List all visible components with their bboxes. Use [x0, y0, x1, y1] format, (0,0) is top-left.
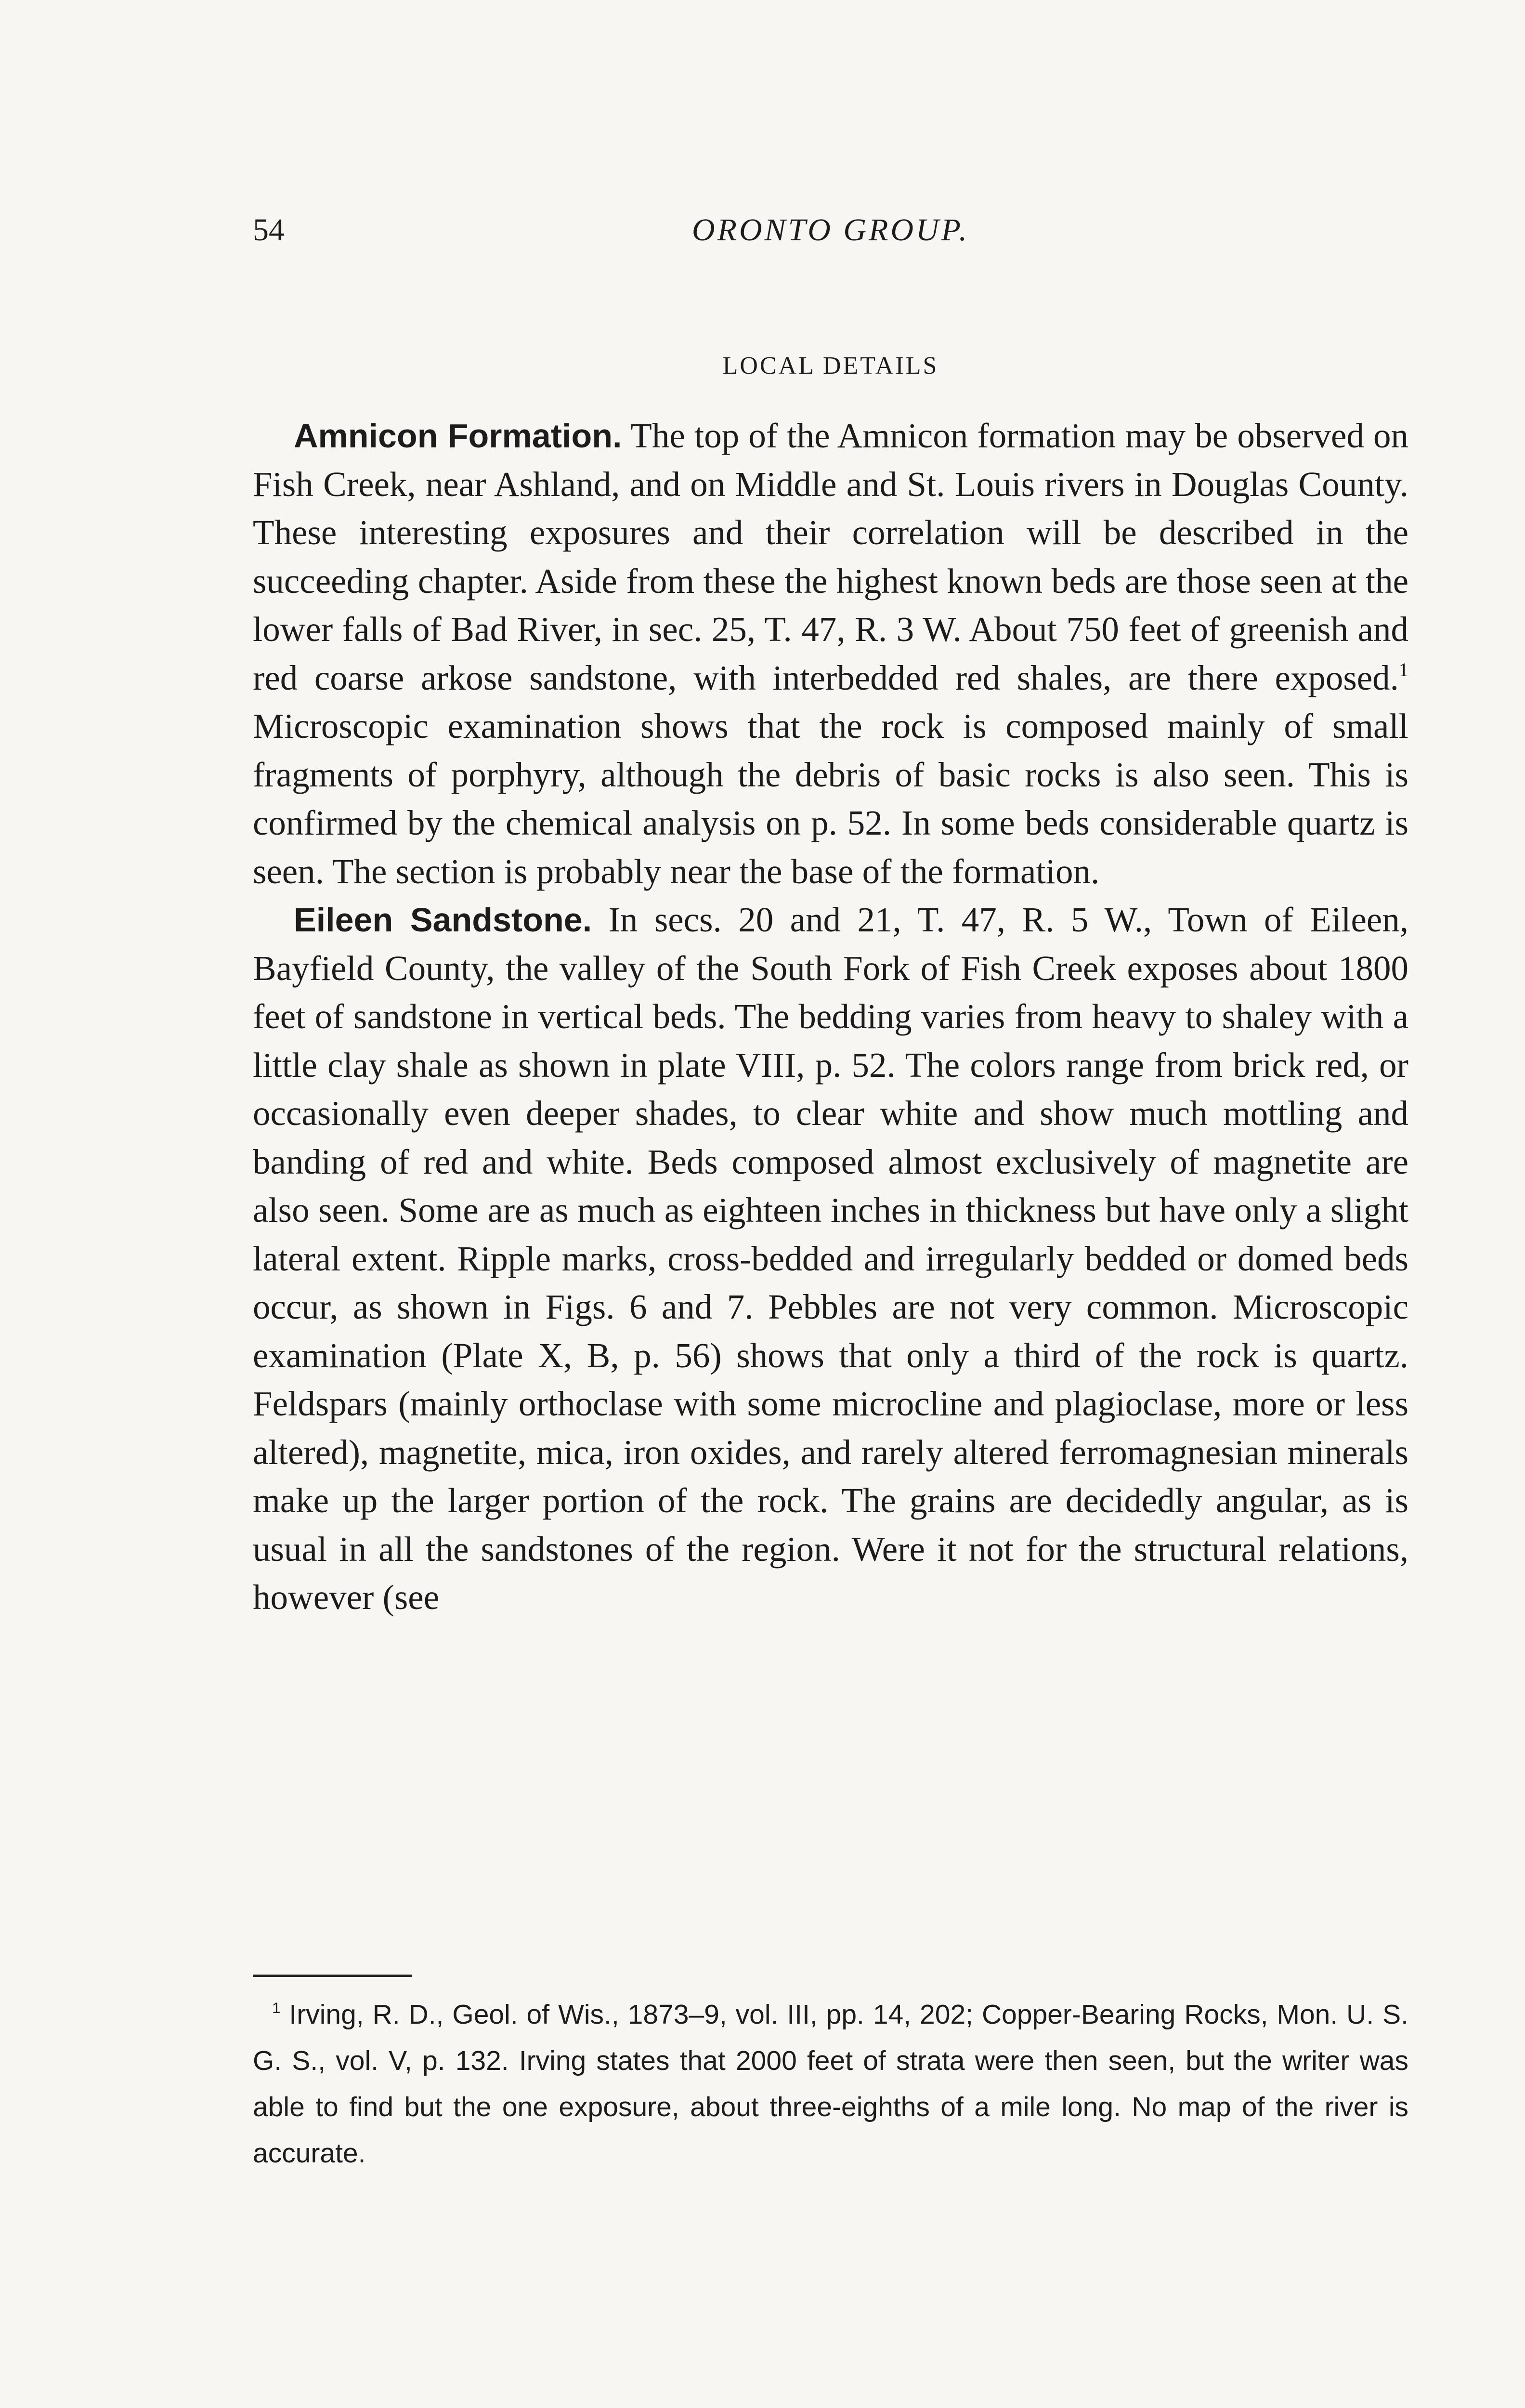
paragraph-heading-eileen: Eileen Sandstone. [294, 901, 592, 939]
footnote [253, 1991, 1408, 2176]
footnote-reference: 1 [1398, 658, 1408, 681]
running-title: ORONTO GROUP. [692, 212, 969, 248]
footnote-text: Irving, R. D., Geol. of Wis., 1873–9, vol. III, pp. 14, 202; Copper-Bearing Rocks, Mon. U. S. G. S., vol. V, p. 132. Irving states that 2000 feet of strata were then seen, but the writer was able to find but the one exposure, about three-eighths of a mile long. No map of the river is accurate. [253, 1999, 1408, 2169]
body-text [253, 412, 1408, 1622]
paragraph-eileen-sandstone [253, 896, 1408, 1622]
running-head [253, 212, 1408, 260]
paragraph-text: Microscopic examination shows that the rock is composed mainly of small fragments of porphyry, although the debris of basic rocks is also seen. This is confirmed by the chemical analysis on p. 52. In some beds considerable quartz is seen. The section is probably near the base of the formation. [253, 707, 1408, 891]
footnote-marker: 1 [272, 2000, 281, 2017]
footnote-divider [253, 1975, 412, 1977]
page-number: 54 [253, 212, 285, 248]
section-heading: LOCAL DETAILS [722, 352, 939, 380]
paragraph-amnicon-formation [253, 412, 1408, 896]
paragraph-text: The top of the Amnicon formation may be observed on Fish Creek, near Ashland, and on Middle and St. Louis rivers in Douglas County. These interesting exposures and their correlation will be described in the succeeding chapter. Aside from these the highest known beds are those seen at the lower falls of Bad River, in sec. 25, T. 47, R. 3 W. About 750 feet of greenish and red coarse arkose sandstone, with interbedded red shales, are there exposed. [253, 416, 1408, 697]
paragraph-heading-amnicon: Amnicon Formation. [294, 417, 622, 455]
paragraph-text: In secs. 20 and 21, T. 47, R. 5 W., Town of Eileen, Bayfield County, the valley of the South Fork of Fish Creek exposes about 1800 feet of sandstone in vertical beds. The bedding varies from heavy to shaley with a little clay shale as shown in plate VIII, p. 52. The colors range from brick red, or occasionally even deeper shades, to clear white and show much mottling and banding of red and white. Beds composed almost exclusively of magnetite are also seen. Some are as much as eighteen inches in thickness but have only a slight lateral extent. Ripple marks, cross-bedded and irregularly bedded or domed beds occur, as shown in Figs. 6 and 7. Pebbles are not very common. Microscopic examination (Plate X, B, p. 56) shows that only a third of the rock is quartz. Feldspars (mainly orthoclase with some microcline and plagioclase, more or less altered), magnetite, mica, iron oxides, and rarely altered ferromagnesian minerals make up the larger portion of the rock. The grains are decidedly angular, as is usual in all the sandstones of the region. Were it not for the structural relations, however (see [253, 900, 1408, 1617]
